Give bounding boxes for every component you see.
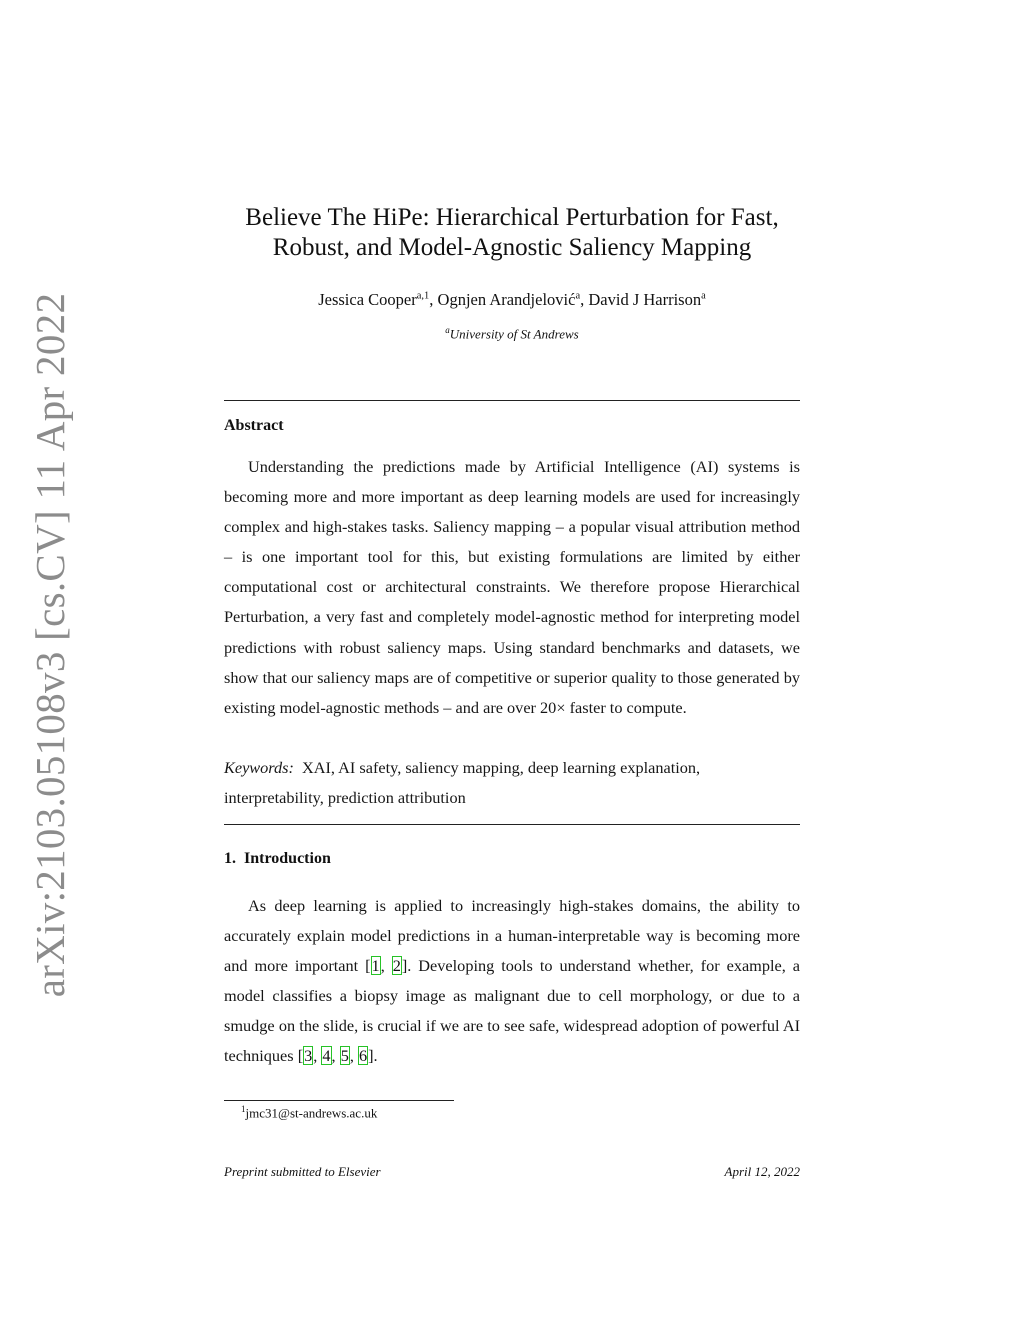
affiliation — [224, 325, 800, 342]
intro-text-part-2: ]. Developing tools to understand whether, for example, a model classifies a biopsy image as malignant due to cell morphology, or due to a smudge on the slide, is crucial if we are to see safe, widespread adoption of powerful AI techniques [ — [224, 956, 800, 1066]
citation-link[interactable]: 3 — [304, 1046, 313, 1066]
abstract-body — [224, 452, 800, 723]
author-affil-mark: a,1 — [416, 290, 430, 302]
section-title: Introduction — [244, 850, 331, 867]
author-name: Jessica Cooper — [318, 290, 417, 309]
keywords-label: Keywords: — [224, 758, 294, 777]
arxiv-identifier-stamp: arXiv:2103.05108v3 [cs.CV] 11 Apr 2022 — [27, 292, 73, 998]
abstract-top-rule — [224, 400, 800, 401]
affiliation-mark: a — [445, 325, 450, 335]
citation-link[interactable]: 1 — [371, 956, 380, 976]
abstract-bottom-rule — [224, 824, 800, 825]
author-affil-mark: a — [575, 290, 581, 302]
keywords — [224, 753, 800, 813]
footnote — [241, 1104, 377, 1121]
intro-text-part-1: As deep learning is applied to increasingly high-stakes domains, the ability to accurately explain model predictions in a human-interpretable way is becoming more and more important [ — [224, 896, 800, 976]
title-line-2: Robust, and Model-Agnostic Saliency Mapping — [272, 234, 752, 261]
footer-date: April 12, 2022 — [724, 1164, 800, 1179]
footnote-rule — [224, 1100, 454, 1101]
footnote-mark: 1 — [241, 1104, 246, 1114]
intro-text-part-3: ]. — [368, 1046, 378, 1066]
abstract-text: Understanding the predictions made by Artificial Intelligence (AI) systems is becoming more and more important as deep learning models are used for increasingly complex and high-stakes tasks. Saliency mapping – a popular visual attribution method – is one important tool for this, but existing formulations are limited by either computational cost or architectural constraints. We therefore propose Hierarchical Perturbation, a very fast and completely model-agnostic method for interpreting model predictions with robust saliency maps. Using standard benchmarks and datasets, we show that our saliency maps are of competitive or superior quality to those generated by existing model-agnostic methods – and are over 20× faster to compute. — [224, 457, 800, 717]
paper-title — [224, 203, 800, 263]
footnote-email[interactable]: jmc31@st-andrews.ac.uk — [245, 1105, 378, 1121]
section-number: 1. — [224, 850, 236, 867]
abstract-heading: Abstract — [224, 417, 284, 434]
citation-link[interactable]: 6 — [358, 1046, 368, 1066]
citation-link[interactable]: 4 — [322, 1046, 331, 1066]
footer-preprint-note: Preprint submitted to Elsevier — [224, 1164, 381, 1179]
author-affil-mark: a — [701, 290, 706, 302]
citation-link[interactable]: 5 — [340, 1046, 349, 1066]
author-name: David J Harrison — [588, 290, 702, 309]
title-line-1: Believe The HiPe: Hierarchical Perturbation for Fast, — [245, 204, 779, 231]
affiliation-name: University of St Andrews — [449, 326, 579, 342]
author-list: Jessica Cooper$^{a,1}$, Ognjen Arandjelović$^a$, David J Harrison$^a$ — [318, 290, 706, 309]
section-heading-introduction — [224, 850, 331, 868]
keywords-text: XAI, AI safety, saliency mapping, deep learning explanation, interpretability, prediction attribution — [224, 758, 701, 807]
author-name: Ognjen Arandjelović — [437, 290, 576, 309]
introduction-body: As deep learning is applied to increasingly high-stakes domains, the ability to accurately explain model predictions in a human-interpretable way is becoming more and more important [1, 2]. Developing tools to understand whether, for example, a model classifies a biopsy image as malignant due to cell morphology, or due to a smudge on the slide, is crucial if we are to see safe, widespread adoption of powerful AI techniques [3, 4, 5, 6]. — [224, 896, 800, 1066]
citation-link[interactable]: 2 — [392, 956, 401, 976]
